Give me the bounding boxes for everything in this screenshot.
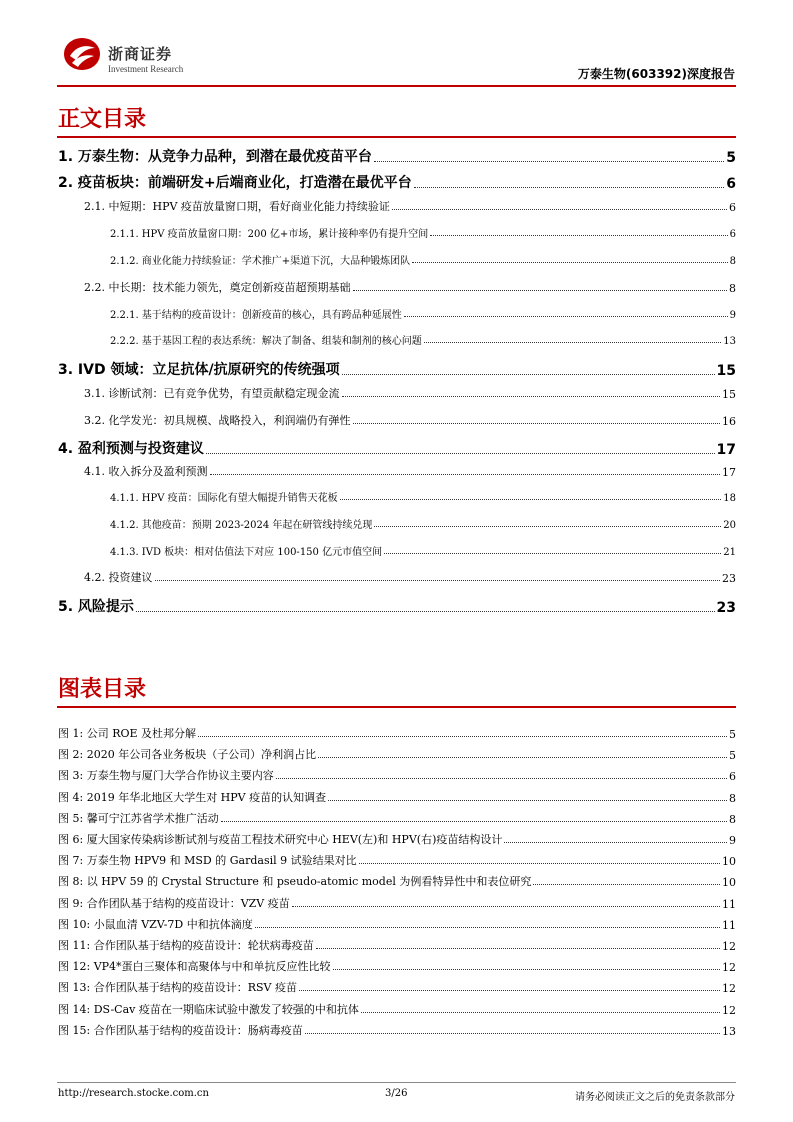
toc-entry-label: 4.1.1. HPV 疫苗：国际化有望大幅提升销售天花板: [110, 493, 338, 504]
figure-entry[interactable]: [58, 958, 736, 974]
dot-leader: [374, 526, 721, 527]
footer-url[interactable]: http://research.stocke.com.cn: [58, 1088, 209, 1099]
toc-entry-page: 23: [716, 600, 736, 616]
figure-entry-page: 6: [729, 770, 736, 784]
dot-leader: [210, 474, 721, 475]
toc-entry[interactable]: [58, 596, 736, 616]
toc-entry-page: 23: [722, 572, 736, 585]
dot-leader: [340, 499, 722, 500]
dot-leader: [342, 374, 715, 375]
figure-entry-page: 8: [729, 812, 736, 826]
figure-entry-page: 12: [722, 961, 736, 975]
figure-entry-page: 8: [729, 791, 736, 805]
toc-entry-label: 3.2. 化学发光：初具规模、战略投入，利润端仍有弹性: [84, 414, 351, 427]
dot-leader: [292, 906, 720, 907]
toc-entry[interactable]: [58, 438, 736, 458]
dot-leader: [276, 778, 727, 779]
toc-entry-label: 2.2. 中长期：技术能力领先，奠定创新疫苗超预期基础: [84, 281, 351, 294]
toc-entry-page: 20: [723, 520, 736, 531]
figure-entry-label: 图 9: 合作团队基于结构的疫苗设计：VZV 疫苗: [58, 896, 290, 910]
toc-entry[interactable]: [110, 489, 736, 504]
toc-entry[interactable]: [84, 412, 736, 428]
toc-title-divider: [57, 136, 736, 138]
dot-leader: [412, 262, 727, 263]
toc-entry-label: 1. 万泰生物：从竞争力品种，到潜在最优疫苗平台: [58, 149, 372, 165]
dot-leader: [198, 736, 727, 737]
toc-entry-label: 2.2.2. 基于基因工程的表达系统：解决了制备、组装和制剂的核心问题: [110, 336, 422, 347]
dot-leader: [430, 235, 727, 236]
report-title: 万泰生物(603392)深度报告: [577, 67, 735, 81]
figure-entry[interactable]: [58, 916, 736, 932]
toc-entry[interactable]: [58, 172, 736, 192]
toc-entry-page: 17: [716, 442, 736, 458]
toc-entry-label: 2.1. 中短期：HPV 疫苗放量窗口期，看好商业化能力持续验证: [84, 200, 390, 213]
figure-entry-label: 图 7: 万泰生物 HPV9 和 MSD 的 Gardasil 9 试验结果对比: [58, 854, 357, 868]
figure-entry-page: 5: [729, 749, 736, 763]
dot-leader: [328, 800, 727, 801]
figure-entry[interactable]: [58, 1001, 736, 1017]
toc-entry-label: 2.1.2. 商业化能力持续验证：学术推广+渠道下沉，大品种锻炼团队: [110, 256, 411, 267]
figure-entry-label: 图 11: 合作团队基于结构的疫苗设计：轮状病毒疫苗: [58, 939, 314, 952]
dot-leader: [342, 396, 721, 397]
toc-entry-label: 5. 风险提示: [58, 599, 134, 615]
dot-leader: [353, 290, 728, 291]
footer-divider: [57, 1082, 736, 1083]
dot-leader: [504, 842, 727, 843]
toc-entry-page: 21: [723, 547, 736, 558]
figure-entry-label: 图 10: 小鼠血清 VZV-7D 中和抗体滴度: [58, 917, 253, 931]
figure-entry-label: 图 8: 以 HPV 59 的 Crystal Structure 和 pseudo-atomic model 为例看特异性中和表位研究: [58, 875, 532, 889]
figure-entry-page: 5: [729, 728, 736, 741]
toc-entry-page: 8: [729, 282, 736, 295]
figure-entry-page: 12: [722, 1003, 736, 1017]
dot-leader: [361, 1012, 720, 1013]
toc-entry-page: 6: [729, 229, 736, 240]
figure-entry[interactable]: [58, 789, 736, 805]
dot-leader: [384, 553, 721, 554]
toc-entry-page: 18: [723, 493, 736, 504]
dot-leader: [136, 611, 715, 612]
header-divider: [57, 85, 736, 87]
toc-entry[interactable]: [110, 516, 736, 531]
toc-entry-label: 4. 盈利预测与投资建议: [58, 441, 204, 457]
figure-entry[interactable]: [58, 979, 736, 995]
figure-entry-label: 图 1: 公司 ROE 及杜邦分解: [58, 727, 197, 740]
figures-title-divider: [57, 706, 736, 708]
toc-title: 正文目录: [58, 107, 147, 132]
dot-leader: [353, 423, 721, 424]
figure-entry[interactable]: [58, 1022, 736, 1038]
page-header: [0, 0, 793, 90]
toc-entry-page: 6: [726, 176, 736, 192]
dot-leader: [374, 161, 724, 162]
toc-entry[interactable]: [110, 543, 736, 558]
toc-entry-page: 5: [726, 150, 736, 166]
dot-leader: [424, 342, 721, 343]
figure-entry-label: 图 5: 馨可宁江苏省学术推广活动: [58, 811, 219, 825]
dot-leader: [318, 757, 727, 758]
figure-entry-label: 图 14: DS-Cav 疫苗在一期临床试验中激发了较强的中和抗体: [58, 1002, 359, 1016]
toc-entry[interactable]: [58, 359, 736, 379]
figure-entry-page: 12: [722, 982, 736, 996]
figure-entry-label: 图 4: 2019 年华北地区大学生对 HPV 疫苗的认知调查: [58, 790, 327, 804]
toc-entry[interactable]: [84, 569, 736, 585]
figure-entry[interactable]: [58, 767, 736, 783]
figure-entry[interactable]: [58, 873, 736, 889]
figure-entry[interactable]: [58, 810, 736, 826]
dot-leader: [255, 927, 720, 928]
figure-entry-label: 图 15: 合作团队基于结构的疫苗设计：肠病毒疫苗: [58, 1023, 303, 1037]
figure-entry-label: 图 2: 2020 年公司各业务板块（子公司）净利润占比: [58, 748, 317, 762]
company-logo-icon: [62, 36, 102, 72]
toc-entry[interactable]: [110, 332, 736, 347]
toc-entry-label: 4.1.2. 其他疫苗：预期 2023-2024 年起在研管线持续兑现: [110, 520, 373, 531]
figure-entry-page: 13: [722, 1024, 736, 1038]
toc-entry-label: 4.2. 投资建议: [84, 571, 153, 584]
figure-entry-label: 图 3: 万泰生物与厦门大学合作协议主要内容: [58, 769, 274, 783]
toc-entry-page: 15: [716, 363, 736, 379]
dot-leader: [299, 990, 720, 991]
toc-entry[interactable]: [110, 306, 736, 321]
dot-leader: [155, 580, 721, 581]
toc-entry-label: 3. IVD 领域：立足抗体/抗原研究的传统强项: [58, 362, 340, 378]
figure-entry[interactable]: [58, 725, 736, 741]
dot-leader: [333, 969, 720, 970]
figure-entry[interactable]: [58, 852, 736, 868]
dot-leader: [533, 884, 720, 885]
dot-leader: [305, 1033, 720, 1034]
figure-entry-page: 11: [722, 897, 736, 911]
dot-leader: [206, 453, 715, 454]
toc-entry-label: 4.1.3. IVD 板块：相对估值法下对应 100-150 亿元市值空间: [110, 547, 383, 558]
toc-entry-label: 2.2.1. 基于结构的疫苗设计：创新疫苗的核心，具有跨品种延展性: [110, 310, 402, 321]
figure-entry-page: 10: [722, 876, 736, 890]
company-name: 浙商证券: [108, 45, 173, 63]
figure-entry-page: 10: [722, 855, 736, 869]
figure-entry[interactable]: [58, 895, 736, 911]
toc-entry-page: 17: [722, 466, 736, 479]
dot-leader: [316, 948, 720, 949]
figures-title: 图表目录: [58, 677, 147, 702]
page-number: 3/26: [385, 1088, 408, 1099]
figure-entry-page: 12: [722, 940, 736, 953]
toc-entry-label: 4.1. 收入拆分及盈利预测: [84, 465, 208, 478]
figure-entry-page: 11: [722, 918, 736, 932]
toc-entry-page: 15: [722, 388, 736, 401]
figure-entry[interactable]: [58, 746, 736, 762]
toc-entry-page: 9: [729, 310, 736, 321]
toc-entry-label: 2. 疫苗板块：前端研发+后端商业化，打造潜在最优平台: [58, 175, 412, 191]
dot-leader: [404, 316, 728, 317]
figure-entry[interactable]: [58, 831, 736, 847]
toc-entry-page: 8: [729, 256, 736, 267]
disclaimer-note: 请务必阅读正文之后的免责条款部分: [575, 1092, 735, 1103]
dot-leader: [392, 209, 727, 210]
dot-leader: [414, 187, 725, 188]
toc-entry-label: 2.1.1. HPV 疫苗放量窗口期：200 亿+市场，累计接种率仍有提升空间: [110, 229, 429, 240]
toc-entry-page: 16: [722, 415, 736, 428]
figure-entry-label: 图 12: VP4*蛋白三聚体和高聚体与中和单抗反应性比较: [58, 960, 331, 974]
toc-entry-page: 13: [723, 336, 736, 347]
toc-entry[interactable]: [84, 279, 736, 295]
company-name-en: Investment Research: [108, 64, 184, 74]
toc-entry[interactable]: [84, 198, 736, 214]
dot-leader: [221, 821, 727, 822]
figure-entry-label: 图 6: 厦大国家传染病诊断试剂与疫苗工程技术研究中心 HEV(左)和 HPV(右)疫苗结构设计: [58, 833, 503, 846]
figure-entry-page: 9: [729, 834, 736, 847]
toc-entry[interactable]: [84, 385, 736, 401]
toc-entry-label: 3.1. 诊断试剂：已有竞争优势，有望贡献稳定现金流: [84, 387, 340, 400]
figure-entry[interactable]: [58, 937, 736, 953]
toc-entry[interactable]: [110, 225, 736, 240]
toc-entry[interactable]: [58, 146, 736, 166]
toc-entry-page: 6: [729, 201, 736, 214]
toc-entry[interactable]: [110, 252, 736, 267]
toc-entry[interactable]: [84, 463, 736, 479]
figure-entry-label: 图 13: 合作团队基于结构的疫苗设计：RSV 疫苗: [58, 981, 297, 995]
dot-leader: [359, 863, 720, 864]
